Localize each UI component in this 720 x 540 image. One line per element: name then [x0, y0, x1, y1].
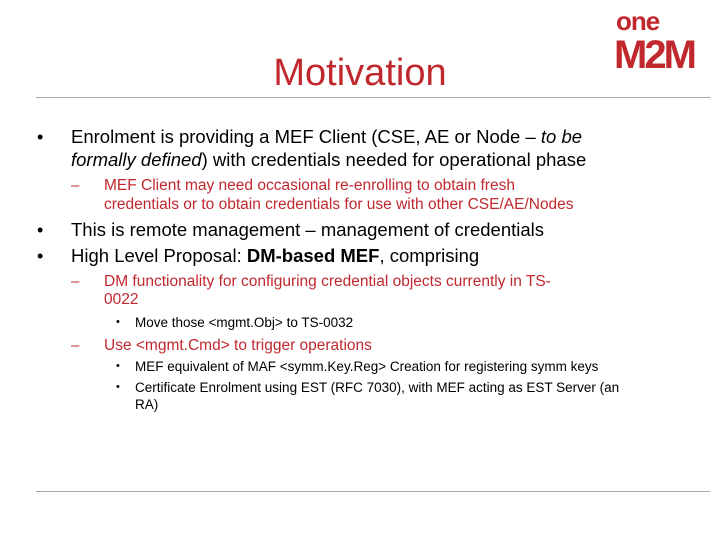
- bullet-marker-small: •: [116, 360, 120, 372]
- bullet-proposal-tail: , comprising: [379, 245, 480, 266]
- bullet-marker: •: [37, 127, 44, 147]
- sub-use-mgmt-cmd: Use <mgmt.Cmd> to trigger operations: [104, 337, 372, 354]
- bullet-remote-management: This is remote management – management of credentials: [71, 219, 545, 240]
- onem2m-logo: [614, 6, 712, 74]
- bullet-marker: •: [37, 246, 44, 266]
- dash-marker: –: [71, 177, 80, 194]
- item-certificate-enrolment-line1: Certificate Enrolment using EST (RFC 7030), with MEF acting as EST Server (an: [135, 380, 620, 395]
- bullet-enrolment-italic-2: formally defined: [71, 149, 202, 170]
- bullet-marker: •: [37, 220, 44, 240]
- dash-marker: –: [71, 337, 80, 354]
- logo-m2m-text: M2M: [614, 33, 694, 74]
- item-move-mgmt-obj: Move those <mgmt.Obj> to TS-0032: [135, 315, 354, 330]
- sub-dm-functionality-line2: 0022: [104, 291, 139, 308]
- bullet-proposal-bold: DM-based MEF: [246, 245, 380, 266]
- sub-dm-functionality-line1: DM functionality for configuring credential objects currently in TS-: [104, 273, 551, 290]
- bullet-proposal-text: High Level Proposal:: [71, 245, 247, 266]
- sub-reenrolling-line2: credentials or to obtain credentials for use with other CSE/AE/Nodes: [104, 196, 574, 213]
- bullet-enrolment-line1: [71, 126, 582, 148]
- bullet-enrolment-text-2: ) with credentials needed for operational phase: [201, 149, 587, 170]
- dash-marker: –: [71, 273, 80, 290]
- sub-reenrolling-line1: MEF Client may need occasional re-enrolling to obtain fresh: [104, 177, 515, 194]
- item-mef-equivalent: MEF equivalent of MAF <symm.Key.Reg> Creation for registering symm keys: [135, 359, 599, 374]
- footer-divider: [36, 491, 710, 492]
- bullet-enrolment-italic: to be: [540, 126, 583, 147]
- bullet-marker-small: •: [116, 316, 120, 328]
- item-certificate-enrolment-line2: RA): [135, 397, 159, 412]
- title-divider: [36, 97, 710, 98]
- bullet-proposal: [71, 245, 479, 267]
- slide-title: Motivation: [273, 52, 447, 94]
- logo-one-text: one: [616, 6, 660, 36]
- bullet-enrolment-line2: [71, 149, 586, 171]
- bullet-marker-small: •: [116, 381, 120, 393]
- bullet-enrolment-text: Enrolment is providing a MEF Client (CSE, AE or Node –: [71, 126, 541, 147]
